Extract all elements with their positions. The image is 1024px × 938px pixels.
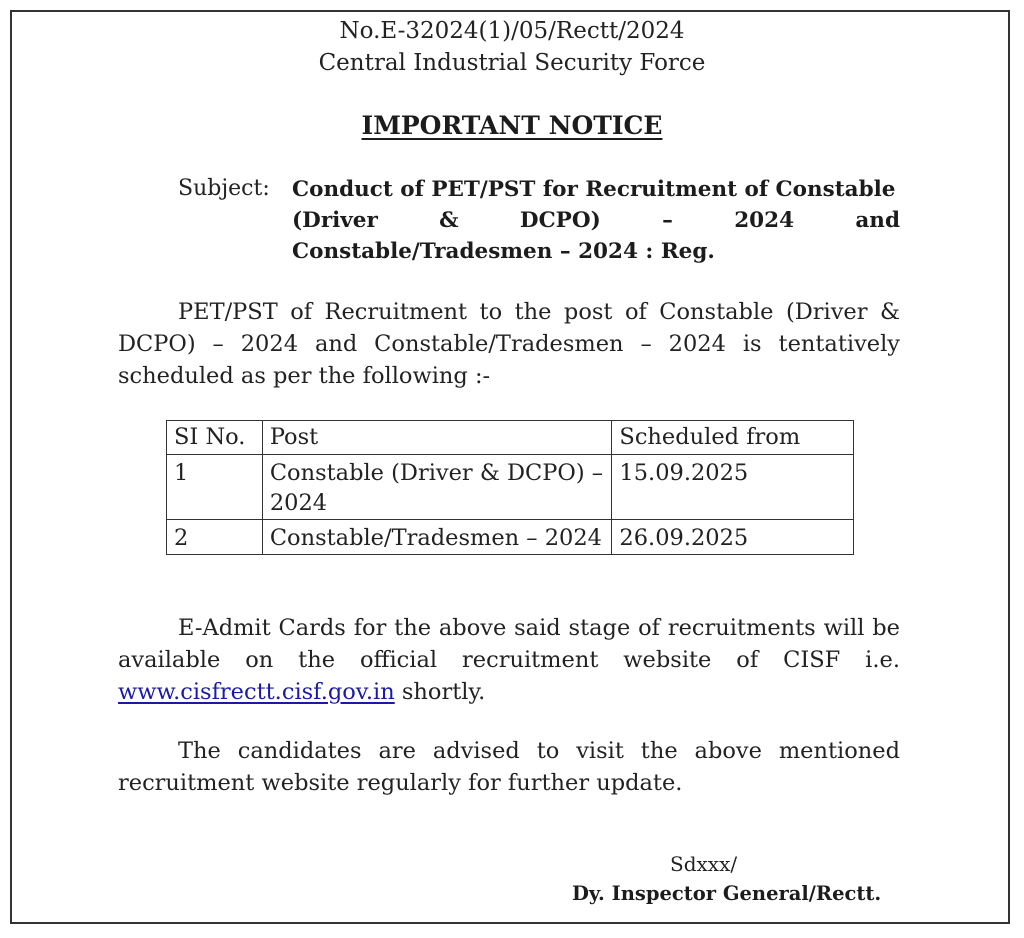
intro-paragraph <box>118 296 900 392</box>
advice-paragraph-text: The candidates are advised to visit the above mentioned recruitment website regularly for further update. <box>118 738 900 796</box>
subject-word: – <box>662 208 673 233</box>
row-post: Constable/Tradesmen – 2024 <box>262 520 612 555</box>
subject-word: 2024 <box>734 208 795 233</box>
row-post: Constable (Driver & DCPO) – 2024 <box>262 455 612 520</box>
row-date: 26.09.2025 <box>612 520 854 555</box>
table-header-row <box>167 421 854 455</box>
admit-card-paragraph <box>118 612 900 708</box>
notice-title: IMPORTANT NOTICE <box>361 111 663 140</box>
organization-name: Central Industrial Security Force <box>318 50 706 76</box>
subject-line-2 <box>292 205 900 236</box>
admit-card-text: E-Admit Cards for the above said stage of recruitments will be available on the official recruitment website of CISF i.e. <box>118 615 900 673</box>
header-scheduled-from: Scheduled from <box>612 421 854 455</box>
recruitment-website-link[interactable]: www.cisfrectt.cisf.gov.in <box>118 679 395 705</box>
subject-word: DCPO) <box>519 208 601 233</box>
admit-card-text-end: shortly. <box>401 679 486 705</box>
table-row <box>167 455 854 520</box>
row-sl-no: 2 <box>167 520 263 555</box>
subject-word: & <box>439 208 459 233</box>
reference-number: No.E-32024(1)/05/Rectt/2024 <box>339 18 685 44</box>
subject-word: and <box>855 208 900 233</box>
header-post: Post <box>262 421 612 455</box>
row-date: 15.09.2025 <box>612 455 854 520</box>
signatory-designation: Dy. Inspector General/Rectt. <box>572 882 882 905</box>
signature-text: Sdxxx/ <box>670 852 738 876</box>
subject-word: (Driver <box>292 208 378 233</box>
schedule-table <box>166 420 854 555</box>
advice-paragraph <box>118 735 900 799</box>
subject-line-3: Constable/Tradesmen – 2024 : Reg. <box>292 239 715 264</box>
subject-line-1: Conduct of PET/PST for Recruitment of Constable <box>292 177 896 202</box>
header-sl-no: SI No. <box>167 421 263 455</box>
table-row <box>167 520 854 555</box>
subject-text <box>292 174 900 267</box>
row-sl-no: 1 <box>167 455 263 520</box>
subject-label: Subject: <box>178 176 270 201</box>
intro-paragraph-text: PET/PST of Recruitment to the post of Constable (Driver & DCPO) – 2024 and Constable/Tradesmen – 2024 is tentatively scheduled as per the following :- <box>118 299 900 389</box>
